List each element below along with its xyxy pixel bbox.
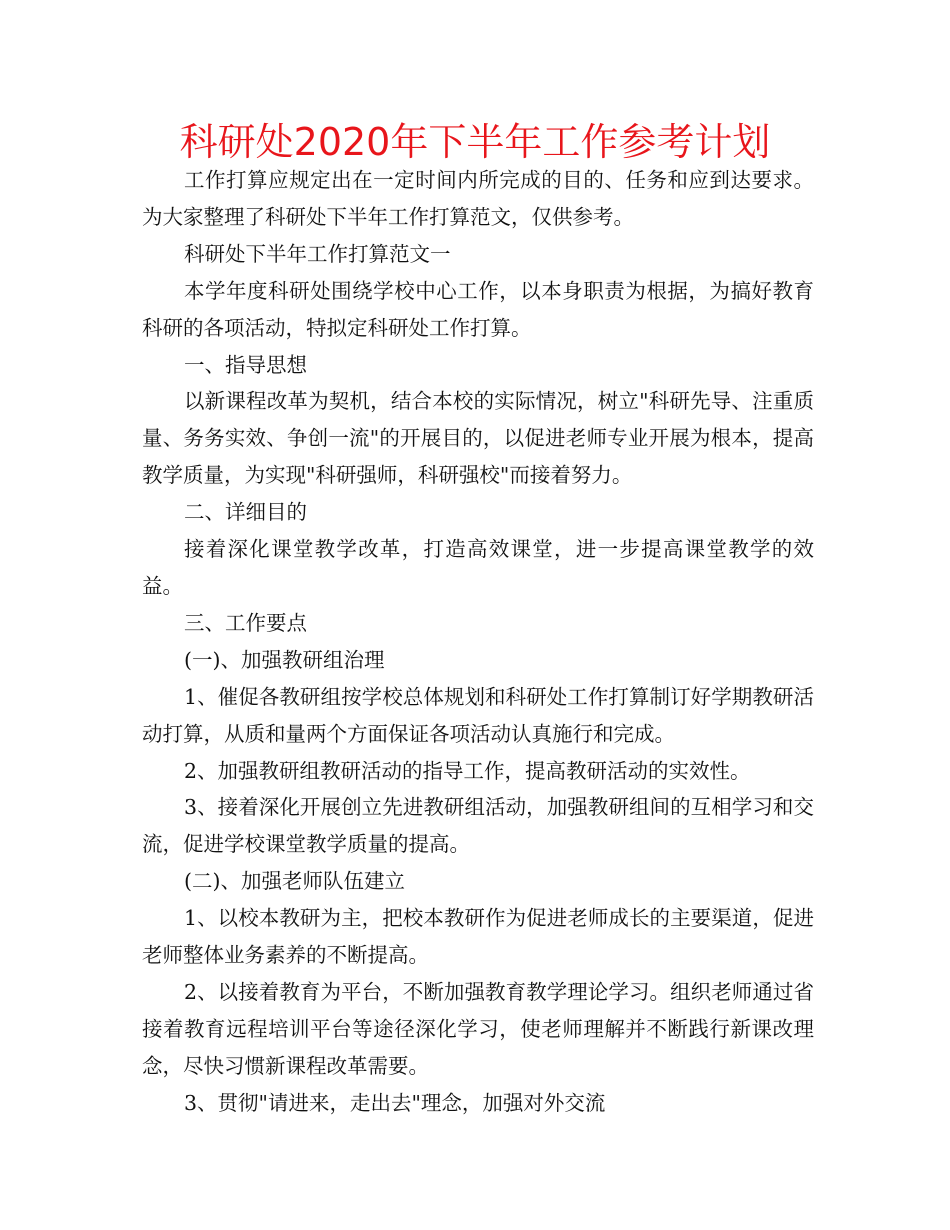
list-item: 1、催促各教研组按学校总体规划和科研处工作打算制订好学期教研活动打算，从质和量两个方面保证各项活动认真施行和完成。 xyxy=(142,684,814,746)
list-item: 3、贯彻"请进来，走出去"理念，加强对外交流 xyxy=(184,1090,606,1115)
list-item: 2、以接着教育为平台，不断加强教育教学理论学习。组织老师通过省接着教育远程培训平台等途径深化学习，使老师理解并不断践行新课改理念，尽快习惯新课程改革需要。 xyxy=(142,979,814,1078)
subsection-heading-teacher-team: (二)、加强老师队伍建立 xyxy=(184,869,405,894)
paragraph-goals: 接着深化课堂教学改革，打造高效课堂，进一步提高课堂教学的效益。 xyxy=(142,537,814,598)
document-title: 科研处2020年下半年工作参考计划 xyxy=(179,120,771,164)
list-item: 1、以校本教研为主，把校本教研作为促进老师成长的主要渠道，促进老师整体业务素养的不断提高。 xyxy=(142,906,814,968)
list-item: 3、接着深化开展创立先进教研组活动，加强教研组间的互相学习和交流，促进学校课堂教学质量的提高。 xyxy=(142,795,814,857)
section-heading-goals: 二、详细目的 xyxy=(184,500,307,525)
paragraph-sample-heading: 科研处下半年工作打算范文一 xyxy=(184,241,451,266)
list-item: 2、加强教研组教研活动的指导工作，提高教研活动的实效性。 xyxy=(184,758,751,783)
paragraph-overview: 本学年度科研处围绕学校中心工作，以本身职责为根据，为搞好教育科研的各项活动，特拟定科研处工作打算。 xyxy=(142,278,814,340)
paragraph-intro: 工作打算应规定出在一定时间内所完成的目的、任务和应到达要求。为大家整理了科研处下半年工作打算范文，仅供参考。 xyxy=(142,168,814,229)
document-body xyxy=(142,162,814,1122)
subsection-heading-teaching-groups: (一)、加强教研组治理 xyxy=(184,647,385,672)
section-heading-key-points: 三、工作要点 xyxy=(184,610,307,635)
section-heading-guiding-thought: 一、指导思想 xyxy=(184,352,307,377)
paragraph-guiding-thought: 以新课程改革为契机，结合本校的实际情况，树立"科研先导、注重质量、务务实效、争创一流"的开展目的，以促进老师专业开展为根本，提高教学质量，为实现"科研强师，科研强校"而接着努力。 xyxy=(142,389,814,488)
